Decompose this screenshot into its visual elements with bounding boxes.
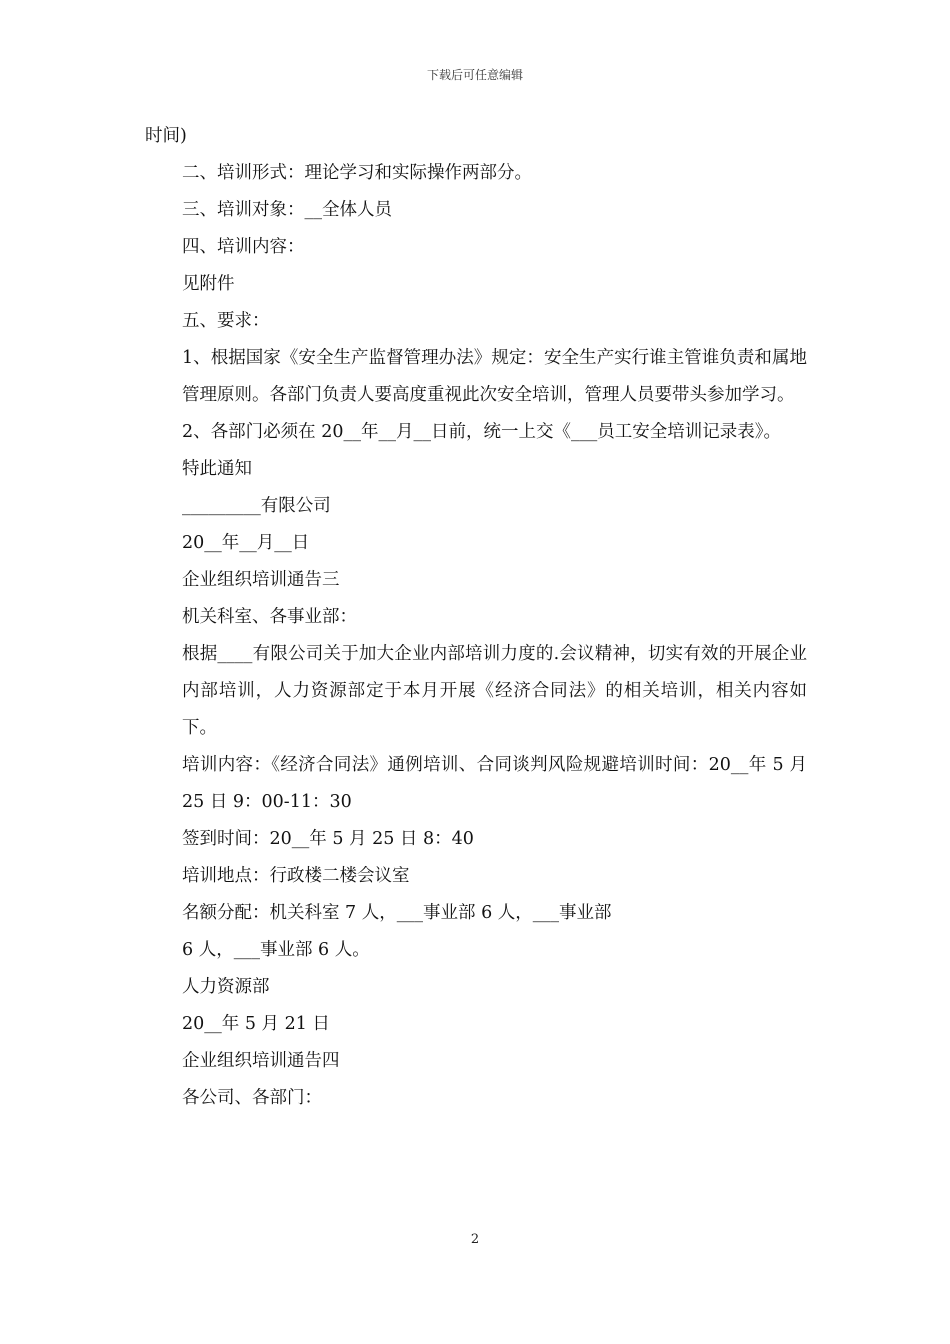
document-body [145,118,807,1117]
paragraph: 培训内容：《经济合同法》通例培训、合同谈判风险规避培训时间：20__年 5 月 25 日 9：00-11：30 [182,755,807,812]
paragraph: 根据____有限公司关于加大企业内部培训力度的.会议精神，切实有效的开展企业内部培训，人力资源部定于本月开展《经济合同法》的相关培训，相关内容如下。 [182,644,807,738]
paragraph: 二、培训形式：理论学习和实际操作两部分。 [182,163,532,183]
paragraph: 四、培训内容： [182,237,305,257]
page-number: 2 [470,1232,480,1247]
paragraph: 各公司、各部门： [182,1088,322,1108]
paragraph: 见附件 [182,274,235,294]
paragraph: 三、培训对象：__全体人员 [182,200,392,220]
paragraph: 培训地点：行政楼二楼会议室 [182,866,410,886]
paragraph: _________有限公司 [182,496,331,516]
paragraph: 20__年 5 月 21 日 [182,1014,330,1034]
paragraph: 20__年__月__日 [182,533,310,553]
paragraph: 五、要求： [182,311,270,331]
paragraph: 签到时间：20__年 5 月 25 日 8：40 [182,829,474,849]
paragraph: 名额分配：机关科室 7 人，___事业部 6 人，___事业部 [182,903,612,923]
paragraph: 2、各部门必须在 20__年__月__日前，统一上交《___员工安全培训记录表》。 [182,422,781,442]
paragraph: 企业组织培训通告四 [182,1051,340,1071]
paragraph: 企业组织培训通告三 [182,570,340,590]
paragraph: 特此通知 [182,459,252,479]
paragraph: 1、根据国家《安全生产监督管理办法》规定：安全生产实行谁主管谁负责和属地管理原则。各部门负责人要高度重视此次安全培训，管理人员要带头参加学习。 [182,348,807,405]
paragraph: 机关科室、各事业部： [182,607,357,627]
page-header: 下载后可任意编辑 [426,68,523,82]
paragraph: 人力资源部 [182,977,270,997]
paragraph: 6 人，___事业部 6 人。 [182,940,370,960]
paragraph: 时间) [145,126,187,146]
